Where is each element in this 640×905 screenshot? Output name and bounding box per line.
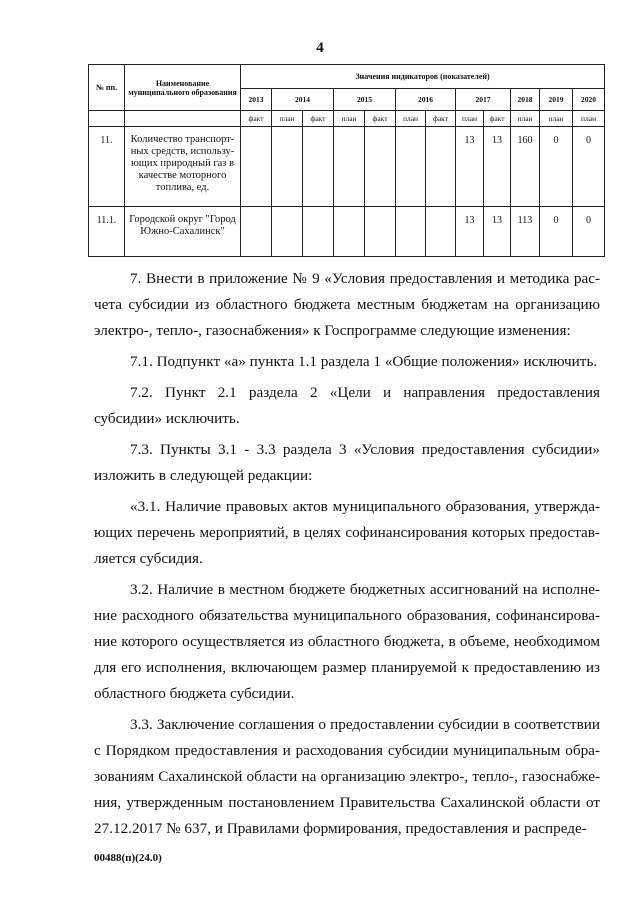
page-number: 4 — [316, 40, 324, 56]
value-cell: 0 — [573, 127, 605, 207]
paragraph: 7.1. Подпункт «а» пункта 1.1 раздела 1 «Общие положения» исключить. — [130, 353, 598, 370]
unit-cell: план — [540, 111, 573, 127]
value-cell — [303, 127, 334, 207]
row-name: Количество транспорт-ных средств, использу-ющих природный газ в качестве моторного топлива, ед. — [125, 127, 241, 207]
value-cell: 13 — [456, 127, 484, 207]
value-cell: 113 — [511, 207, 540, 257]
value-cell — [334, 127, 365, 207]
value-cell: 0 — [540, 127, 573, 207]
year-2020: 2020 — [573, 89, 605, 111]
unit-cell: план — [573, 111, 605, 127]
value-cell: 0 — [540, 207, 573, 257]
unit-cell: план — [272, 111, 303, 127]
value-cell: 160 — [511, 127, 540, 207]
value-cell — [272, 207, 303, 257]
paragraph: 7. Внести в приложение № 9 «Условия предоставления и методика рас-чета субсидии из областного бюджета местным бюджетам на организацию электро-, тепло-, газоснабжения» к Госпрограмме следующие изменения: — [94, 270, 600, 339]
paragraph: 3.3. Заключение соглашения о предоставлении субсидии в соответствии с Порядком предоставления и расходования субсидии муниципальным обра-зованиям Сахалинской области на организацию электро-, тепло-, газоснабже-ния, утвержденным постановлением Правительства Сахалинской области от 27.12.2017 № 637, и Правилами формирования, предоставления и распреде- — [94, 716, 600, 837]
table-units-row — [89, 111, 605, 127]
value-cell — [426, 207, 456, 257]
unit-cell: план — [456, 111, 484, 127]
year-2015: 2015 — [334, 89, 396, 111]
value-cell: 0 — [573, 207, 605, 257]
year-2017: 2017 — [456, 89, 511, 111]
value-cell — [334, 207, 365, 257]
unit-cell: факт — [484, 111, 511, 127]
paragraph: 3.2. Наличие в местном бюджете бюджетных ассигнований на исполне-ние расходного обязательства муниципального образования, софинансирова-ние которого осуществляется из областного бюджета, в объеме, необходимом для его исполнения, включающем размер планируемой к предоставлению из областного бюджета субсидии. — [94, 581, 600, 702]
body-text — [94, 266, 600, 847]
unit-cell: план — [334, 111, 365, 127]
value-cell: 13 — [484, 127, 511, 207]
header-number: № пп. — [89, 65, 125, 111]
row-number: 11.1. — [89, 207, 125, 257]
value-cell — [303, 207, 334, 257]
value-cell — [396, 207, 426, 257]
unit-cell: план — [396, 111, 426, 127]
value-cell — [272, 127, 303, 207]
units-blank-name — [125, 111, 241, 127]
unit-cell: факт — [241, 111, 272, 127]
paragraph: 7.2. Пункт 2.1 раздела 2 «Цели и направления предоставления субсидии» исключить. — [94, 384, 600, 427]
table-header-row — [89, 65, 605, 89]
year-2014: 2014 — [272, 89, 334, 111]
value-cell — [365, 207, 396, 257]
value-cell: 13 — [456, 207, 484, 257]
units-blank-number — [89, 111, 125, 127]
unit-cell: факт — [426, 111, 456, 127]
header-indicator-values: Значения индикаторов (показателей) — [241, 65, 605, 89]
value-cell: 13 — [484, 207, 511, 257]
value-cell — [426, 127, 456, 207]
document-code: 00488(п)(24.0) — [94, 852, 162, 864]
row-number: 11. — [89, 127, 125, 207]
value-cell — [241, 207, 272, 257]
paragraph: 7.3. Пункты 3.1 - 3.3 раздела 3 «Условия предоставления субсидии» изложить в следующей редакции: — [94, 441, 600, 484]
value-cell — [365, 127, 396, 207]
value-cell — [241, 127, 272, 207]
indicators-table — [88, 64, 605, 257]
row-name: Городской округ "Город Южно-Сахалинск" — [125, 207, 241, 257]
unit-cell: факт — [365, 111, 396, 127]
unit-cell: план — [511, 111, 540, 127]
year-2019: 2019 — [540, 89, 573, 111]
table-row — [89, 207, 605, 257]
year-2016: 2016 — [396, 89, 456, 111]
header-municipality: Наименование муниципального образования — [125, 65, 241, 111]
value-cell — [396, 127, 426, 207]
unit-cell: факт — [303, 111, 334, 127]
year-2013: 2013 — [241, 89, 272, 111]
table-row — [89, 127, 605, 207]
year-2018: 2018 — [511, 89, 540, 111]
paragraph: «3.1. Наличие правовых актов муниципального образования, утвержда-ющих перечень мероприятий, в целях софинансирования которых предостав-ляется субсидия. — [94, 498, 600, 567]
